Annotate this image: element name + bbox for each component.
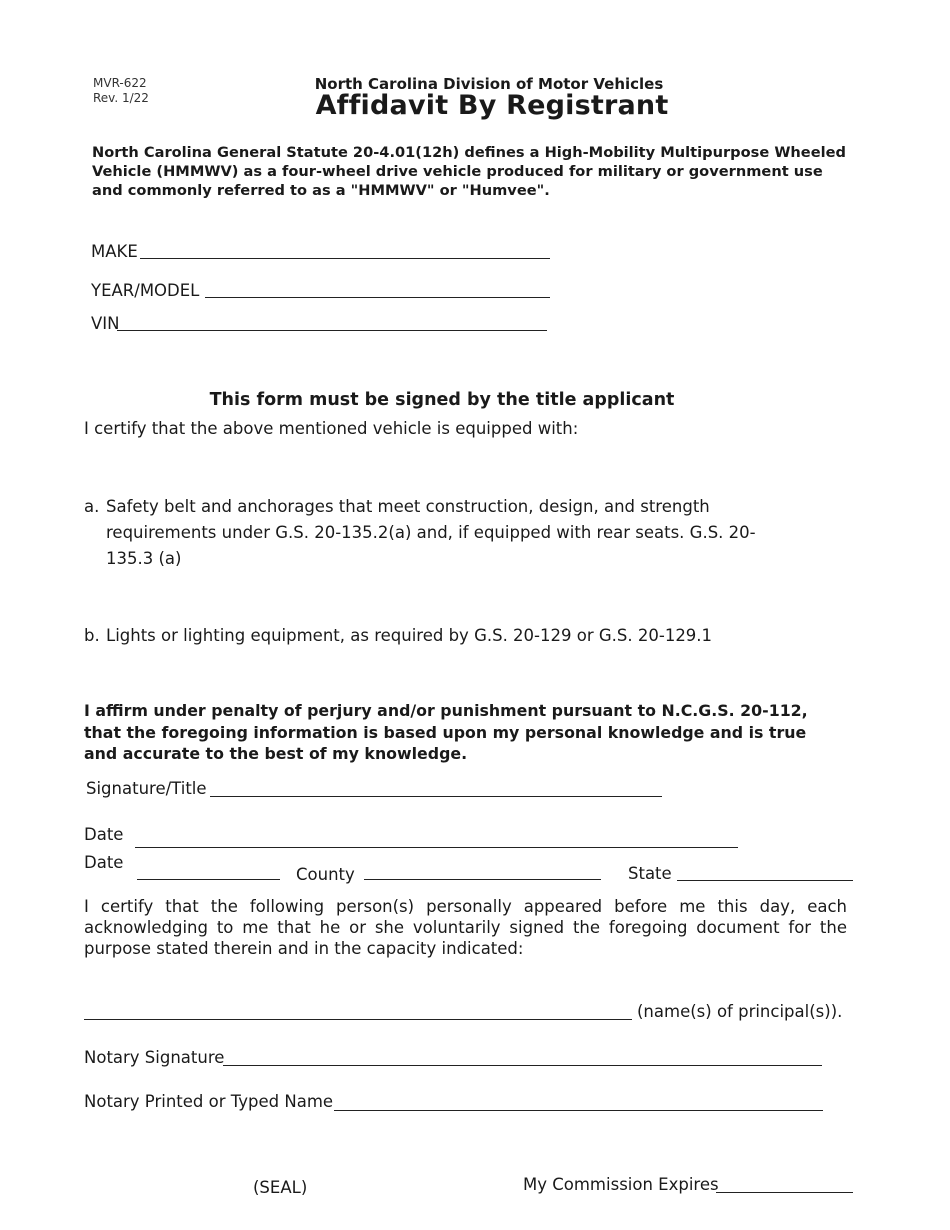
commission-expires-field[interactable] [716,1192,853,1193]
signature-date-field[interactable] [135,847,738,848]
make-field[interactable] [140,258,550,259]
make-label: MAKE [91,242,138,261]
seal-label: (SEAL) [253,1178,308,1197]
agency-name: North Carolina Division of Motor Vehicles [314,75,664,93]
state-label: State [628,864,672,883]
notary-certify-text: I certify that the following person(s) personally appeared before me this day, each acknowledging to me that he or she voluntarily signed the foregoing document for the purpose stated therein and in the capacity indicated: [84,897,847,958]
form-number: MVR-622 [93,76,147,90]
vin-label: VIN [91,314,120,333]
signature-date-label: Date [84,825,124,844]
notary-name-field[interactable] [334,1110,823,1111]
item-a-text: Safety belt and anchorages that meet construction, design, and strength requirements under G.S. 20-135.2(a) and, if equipped with rear seats. G.S. 20-135.3 (a) [106,497,756,568]
vin-field[interactable] [117,330,547,331]
intro-paragraph: North Carolina General Statute 20-4.01(12h) defines a High-Mobility Multipurpose Wheeled Vehicle (HMMWV) as a four-wheel drive vehicle produced for military or government use and commonly referred to as a "HMMWV" or "Humvee". [92,144,846,199]
form-revision: Rev. 1/22 [93,91,149,105]
item-b-text: Lights or lighting equipment, as required by G.S. 20-129 or G.S. 20-129.1 [106,626,713,645]
state-field[interactable] [677,880,853,881]
year-model-label: YEAR/MODEL [91,281,200,300]
notary-signature-field[interactable] [223,1065,822,1066]
sign-notice: This form must be signed by the title applicant [209,390,675,410]
affirmation-statement: I affirm under penalty of perjury and/or punishment pursuant to N.C.G.S. 20-112, that the foregoing information is based upon my personal knowledge and is true and accurate to the best of my knowledge. [84,701,808,763]
principals-label: (name(s) of principal(s)). [637,1002,843,1021]
signature-title-field[interactable] [210,796,662,797]
notary-date-label: Date [84,853,124,872]
county-field[interactable] [364,879,601,880]
commission-expires-label: My Commission Expires [523,1175,719,1194]
signature-title-label: Signature/Title [86,779,207,798]
county-label: County [296,865,355,884]
notary-signature-label: Notary Signature [84,1048,225,1067]
principals-name-field[interactable] [84,1019,632,1020]
notary-date-field[interactable] [137,879,280,880]
item-a-letter: a. [84,497,100,516]
certify-equipment-text: I certify that the above mentioned vehicle is equipped with: [84,419,579,438]
page-title: Affidavit By Registrant [315,90,669,121]
item-b-letter: b. [84,626,100,645]
year-model-field[interactable] [205,297,550,298]
notary-name-label: Notary Printed or Typed Name [84,1092,334,1111]
